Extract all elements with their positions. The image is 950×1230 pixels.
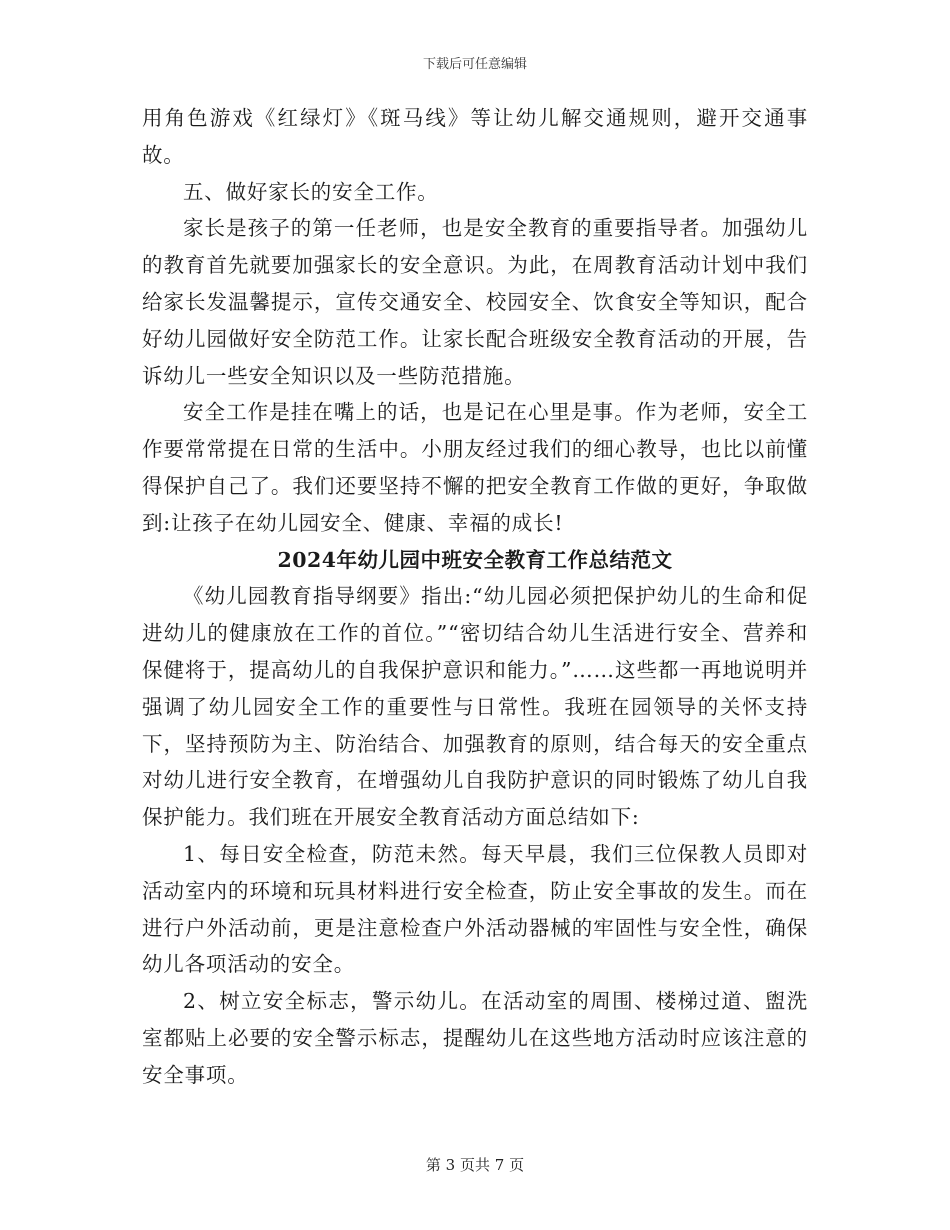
paragraph-daily-check: 1、每日安全检查，防范未然。每天早晨，我们三位保教人员即对活动室内的环境和玩具材料进行安全检查，防止安全事故的发生。而在进行户外活动前，更是注意检查户外活动器械的牢固性与安全性，确保幼儿各项活动的安全。 (142, 841, 808, 977)
article-title: 2024年幼儿园中班安全教育工作总结范文 (277, 547, 673, 572)
paragraph-traffic-games: 用角色游戏《红绿灯》《斑马线》等让幼儿解交通规则，避开交通事故。 (142, 106, 808, 167)
paragraph-guideline-quote: 《幼儿园教育指导纲要》指出:“幼儿园必须把保护幼儿的生命和促进幼儿的健康放在工作的首位。”“密切结合幼儿生活进行安全、营养和保健将于，提高幼儿的自我保护意识和能力。”……这些都一再地说明并强调了幼儿园安全工作的重要性与日常性。我班在园领导的关怀支持下，坚持预防为主、防治结合、加强教育的原则，结合每天的安全重点对幼儿进行安全教育，在增强幼儿自我防护意识的同时锻炼了幼儿自我保护能力。我们班在开展安全教育活动方面总结如下: (142, 584, 808, 830)
document-body (142, 100, 808, 1094)
paragraph-safety-conclusion: 安全工作是挂在嘴上的话，也是记在心里是事。作为老师，安全工作要常常提在日常的生活中。小朋友经过我们的细心教导，也比以前懂得保护自己了。我们还要坚持不懈的把安全教育工作做的更好，争取做到:让孩子在幼儿园安全、健康、幸福的成长! (142, 400, 808, 535)
section-heading-parents: 五、做好家长的安全工作。 (183, 179, 439, 204)
page-number: 第 3 页共 7 页 (425, 1156, 525, 1174)
paragraph-parents-role: 家长是孩子的第一任老师，也是安全教育的重要指导者。加强幼儿的教育首先就要加强家长的安全意识。为此，在周教育活动计划中我们给家长发温馨提示，宣传交通安全、校园安全、饮食安全等知识，配合好幼儿园做好安全防范工作。让家长配合班级安全教育活动的开展，告诉幼儿一些安全知识以及一些防范措施。 (142, 216, 808, 388)
paragraph-safety-signs: 2、树立安全标志，警示幼儿。在活动室的周围、楼梯过道、盥洗室都贴上必要的安全警示标志，提醒幼儿在这些地方活动时应该注意的安全事项。 (142, 989, 808, 1087)
page-header-note: 下载后可任意编辑 (422, 57, 527, 72)
